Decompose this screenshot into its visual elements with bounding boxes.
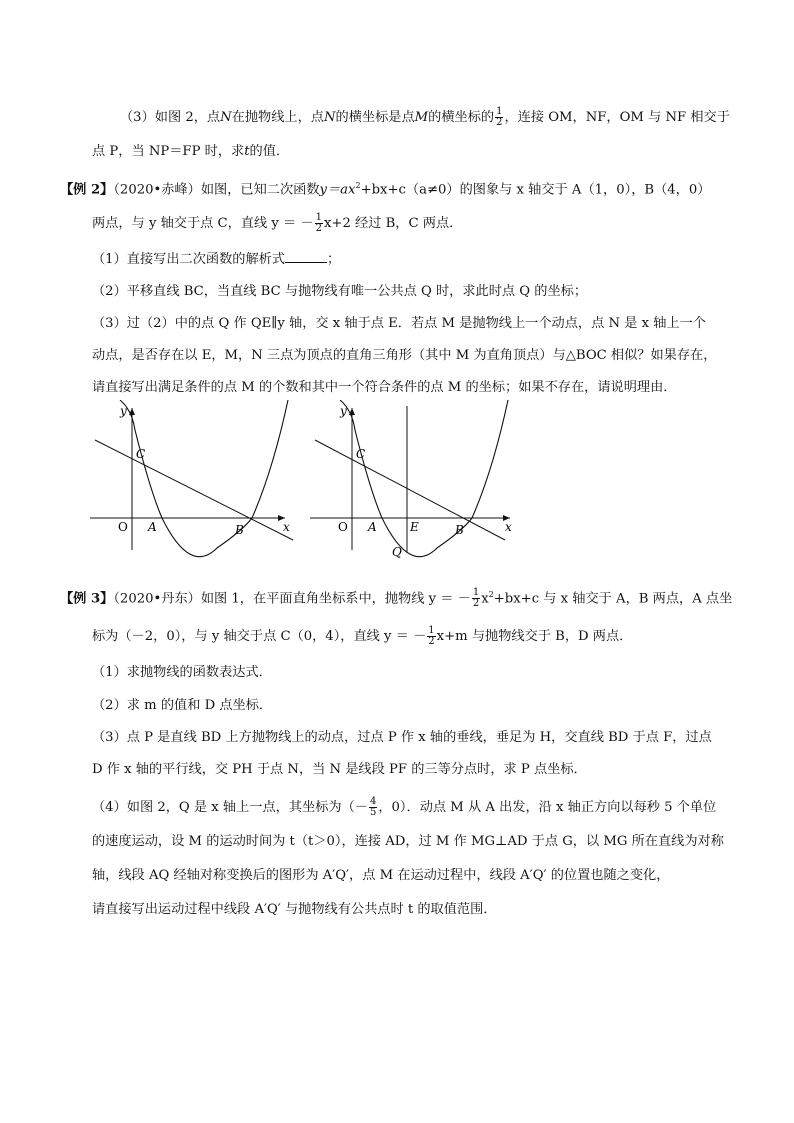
- label-b: B: [235, 523, 244, 537]
- label-c: C: [136, 447, 146, 461]
- example3-part3-line2: D 作 x 轴的平行线，交 PH 于点 N，当 N 是线段 PF 的三等分点时，求 P 点坐标．: [92, 762, 587, 777]
- parabola: [120, 400, 288, 557]
- example3-part1: （1）求抛物线的函数表达式．: [92, 665, 272, 680]
- example3-part4-line1: （4）如图 2，Q 是 x 轴上一点，其坐标为（－ $\frac{4}{5}$ ，0）．动点 M 从 A 出发，沿 x 轴正方向以每秒 5 个单位: [92, 796, 717, 818]
- example3-part4-line3: 轴，线段 AQ 经轴对称变换后的图形为 A′Q′，点 M 在运动过程中，线段 A′Q′ 的位置也随之变化，: [92, 868, 670, 883]
- label-b: B: [455, 523, 464, 537]
- label-y: y: [120, 404, 127, 418]
- label-o: O: [338, 520, 348, 534]
- example2-part2: （2）平移直线 BC，当直线 BC 与抛物线有唯一公共点 Q 时，求此时点 Q 的坐标；: [92, 284, 588, 299]
- parabola: [340, 400, 508, 557]
- label-e: E: [410, 520, 419, 534]
- label-a: A: [148, 520, 157, 534]
- label-c: C: [356, 447, 366, 461]
- example2-part3-line2: 动点，是否存在以 E，M，N 三点为顶点的直角三角形（其中 M 为直角顶点）与△BOC 相似？如果存在，: [92, 348, 717, 363]
- label-x: x: [283, 520, 290, 534]
- label-a: A: [368, 520, 377, 534]
- fraction-half: $\frac{1}{2}$: [496, 106, 503, 128]
- example2-line2: 两点，与 y 轴交于点 C，直线 y ＝ － $\frac{1}{2}$ x+2 经过 B，C 两点．: [92, 212, 463, 234]
- label-q: Q: [392, 545, 402, 559]
- prev-q3-line2: 点 P，当 NP＝FP 时，求t的值．: [92, 144, 290, 159]
- figure-2-graph: [305, 400, 520, 560]
- figure-1-graph: [85, 400, 300, 560]
- example2-line1: 【例 2】（2020•赤峰）如图，已知二次函数$y=ax^2+bx+c(a\ne 0)$的图象与 x 轴交于 A（1，0），B（4，0）: [60, 181, 711, 198]
- label-o: O: [118, 520, 128, 534]
- label-x: x: [505, 520, 512, 534]
- example3-part4-line2: 的速度运动，设 M 的运动时间为 t（t＞0），连接 AD，过 M 作 MG⊥AD 于点 G，以 MG 所在直线为对称: [92, 834, 724, 849]
- answer-blank: [285, 250, 327, 263]
- example2-part3-line1: （3）过（2）中的点 Q 作 QE∥y 轴，交 x 轴于点 E．若点 M 是抛物线上一个动点，点 N 是 x 轴上一个: [92, 316, 706, 331]
- label-y: y: [340, 404, 347, 418]
- example3-part2: （2）求 m 的值和 D 点坐标．: [92, 698, 273, 713]
- example3-line1: 【例 3】（2020•丹东）如图 1，在平面直角坐标系中，抛物线 y ＝ － $\frac{1}{2}$ $x^2+bx+c$ 与 x 轴交于 A，B 两点，A 点坐: [60, 587, 733, 610]
- example3-part4-line4: 请直接写出运动过程中线段 A′Q′ 与抛物线有公共点时 t 的取值范围．: [92, 902, 497, 917]
- prev-q3-line1: （3）如图 2，点N在抛物线上，点N的横坐标是点M的横坐标的 $\frac{1}{2}$ ，连接 OM，NF，OM 与 NF 相交于: [120, 106, 730, 128]
- example3-part3-line1: （3）点 P 是直线 BD 上方抛物线上的动点，过点 P 作 x 轴的垂线，垂足为 H，交直线 BD 于点 F，过点: [92, 730, 712, 745]
- example2-part3-line3: 请直接写出满足条件的点 M 的个数和其中一个符合条件的点 M 的坐标；如果不存在，请说明理由．: [92, 380, 677, 395]
- example2-part1: （1）直接写出二次函数的解析式 ；: [92, 252, 341, 267]
- example3-line2: 标为（－2，0），与 y 轴交于点 C（0，4），直线 y ＝ － $\frac{1}{2}$ x+m 与抛物线交于 B，D 两点．: [92, 625, 633, 647]
